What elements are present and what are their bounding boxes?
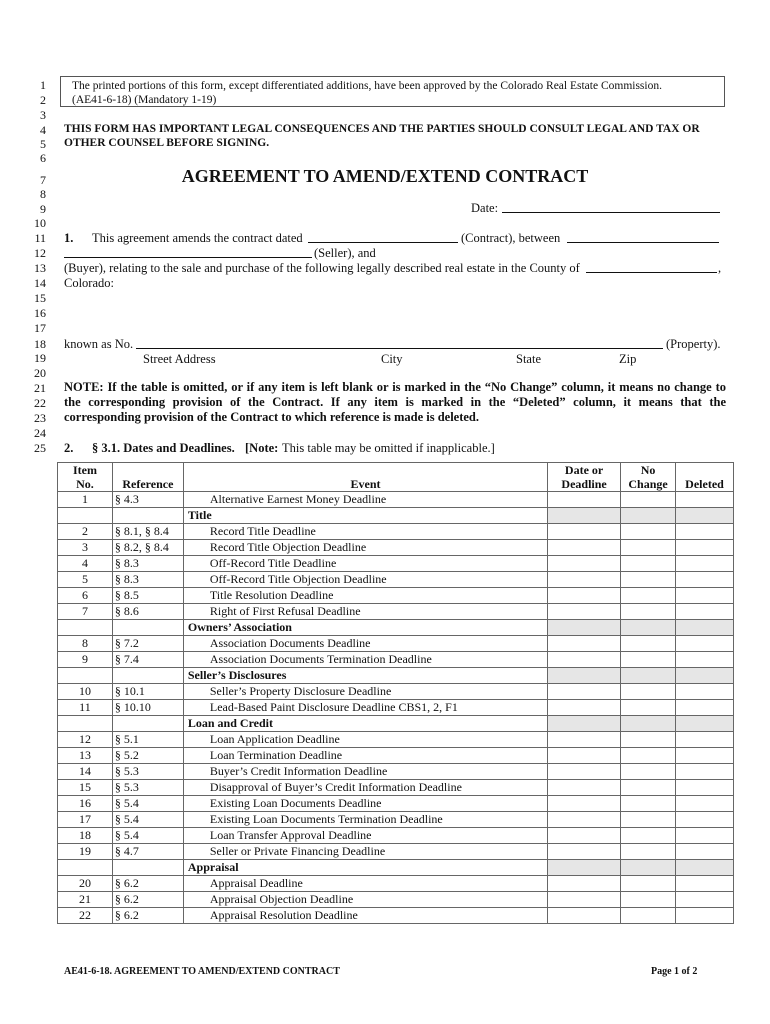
reference-cell: § 5.4 — [112, 828, 183, 844]
event-cell: Association Documents Deadline — [183, 636, 547, 652]
item-no-cell: 1 — [58, 492, 113, 508]
no-change-checkbox-cell[interactable] — [621, 908, 676, 924]
event-cell: Buyer’s Credit Information Deadline — [183, 764, 547, 780]
footer-page-number: Page 1 of 2 — [651, 966, 698, 977]
footer-form-id: AE41-6-18. AGREEMENT TO AMEND/EXTEND CONTRACT — [64, 966, 340, 977]
section1-text-seller: (Seller), and — [314, 246, 376, 260]
date-deadline-input-cell[interactable] — [548, 572, 621, 588]
item-no-cell: 3 — [58, 540, 113, 556]
reference-cell: § 5.3 — [112, 764, 183, 780]
event-cell: Record Title Objection Deadline — [183, 540, 547, 556]
table-section-row — [58, 620, 734, 636]
item-no-cell: 15 — [58, 780, 113, 796]
table-row — [58, 828, 734, 844]
no-change-checkbox-cell[interactable] — [621, 652, 676, 668]
no-change-checkbox-cell[interactable] — [621, 540, 676, 556]
item-no-cell — [58, 668, 113, 684]
no-change-cell-shaded — [621, 620, 676, 636]
deleted-checkbox-cell[interactable] — [676, 764, 734, 780]
property-address-field[interactable] — [136, 337, 663, 349]
header-no-change — [621, 463, 676, 492]
item-no-cell: 7 — [58, 604, 113, 620]
event-cell: Appraisal Deadline — [183, 876, 547, 892]
line-number: 18 — [34, 337, 46, 351]
no-change-checkbox-cell[interactable] — [621, 812, 676, 828]
event-cell: Record Title Deadline — [183, 524, 547, 540]
no-change-checkbox-cell[interactable] — [621, 780, 676, 796]
event-cell: Seller or Private Financing Deadline — [183, 844, 547, 860]
date-deadline-input-cell[interactable] — [548, 604, 621, 620]
deleted-checkbox-cell[interactable] — [676, 652, 734, 668]
date-deadline-input-cell[interactable] — [548, 748, 621, 764]
item-no-cell: 14 — [58, 764, 113, 780]
header-deleted: Deleted — [676, 463, 734, 492]
section-heading-cell: Title — [183, 508, 547, 524]
table-row — [58, 892, 734, 908]
table-row — [58, 524, 734, 540]
section-heading-cell: Appraisal — [183, 860, 547, 876]
reference-cell: § 4.7 — [112, 844, 183, 860]
item-no-cell: 19 — [58, 844, 113, 860]
table-row — [58, 700, 734, 716]
no-change-checkbox-cell[interactable] — [621, 588, 676, 604]
line-number: 2 — [40, 93, 46, 107]
table-row — [58, 908, 734, 924]
item-no-cell: 10 — [58, 684, 113, 700]
item-no-cell: 2 — [58, 524, 113, 540]
deleted-checkbox-cell[interactable] — [676, 812, 734, 828]
reference-cell: § 8.3 — [112, 572, 183, 588]
reference-cell: § 4.3 — [112, 492, 183, 508]
reference-cell: § 5.4 — [112, 812, 183, 828]
table-row — [58, 636, 734, 652]
date-deadline-input-cell[interactable] — [548, 908, 621, 924]
address-street-label: Street Address — [143, 352, 216, 366]
date-label: Date: — [471, 201, 499, 215]
deleted-cell-shaded — [676, 508, 734, 524]
deleted-checkbox-cell[interactable] — [676, 540, 734, 556]
no-change-checkbox-cell[interactable] — [621, 892, 676, 908]
date-deadline-input-cell[interactable] — [548, 764, 621, 780]
reference-cell: § 10.1 — [112, 684, 183, 700]
line-number: 5 — [40, 137, 46, 151]
no-change-checkbox-cell[interactable] — [621, 556, 676, 572]
event-cell: Disapproval of Buyer’s Credit Information Deadline — [183, 780, 547, 796]
table-row — [58, 844, 734, 860]
legal-warning-line2: OTHER COUNSEL BEFORE SIGNING. — [64, 137, 270, 149]
table-body — [58, 492, 734, 924]
deleted-checkbox-cell[interactable] — [676, 572, 734, 588]
no-change-checkbox-cell[interactable] — [621, 684, 676, 700]
date-deadline-input-cell[interactable] — [548, 588, 621, 604]
address-state-label: State — [516, 352, 541, 366]
date-deadline-input-cell[interactable] — [548, 636, 621, 652]
line-number: 25 — [34, 441, 46, 455]
no-change-checkbox-cell[interactable] — [621, 732, 676, 748]
deleted-checkbox-cell[interactable] — [676, 588, 734, 604]
item-no-cell: 20 — [58, 876, 113, 892]
reference-cell: § 7.4 — [112, 652, 183, 668]
line-number: 20 — [34, 366, 46, 380]
no-change-checkbox-cell[interactable] — [621, 764, 676, 780]
section1-text-buyer: (Buyer), relating to the sale and purchase of the following legally described real estate in the County of — [64, 261, 580, 275]
section-heading-cell: Loan and Credit — [183, 716, 547, 732]
line-number: 7 — [40, 173, 46, 187]
no-change-checkbox-cell[interactable] — [621, 748, 676, 764]
reference-cell — [112, 860, 183, 876]
item-no-cell: 13 — [58, 748, 113, 764]
line-number: 16 — [34, 306, 46, 320]
table-section-row — [58, 508, 734, 524]
no-change-checkbox-cell[interactable] — [621, 844, 676, 860]
reference-cell: § 6.2 — [112, 908, 183, 924]
section2-number: 2. — [64, 441, 74, 455]
item-no-cell: 9 — [58, 652, 113, 668]
section2-note-label: [Note: — [245, 441, 279, 455]
event-cell: Association Documents Termination Deadline — [183, 652, 547, 668]
reference-cell: § 8.6 — [112, 604, 183, 620]
table-row — [58, 572, 734, 588]
deleted-checkbox-cell[interactable] — [676, 492, 734, 508]
deleted-checkbox-cell[interactable] — [676, 604, 734, 620]
deleted-cell-shaded — [676, 860, 734, 876]
reference-cell — [112, 716, 183, 732]
table-row — [58, 652, 734, 668]
line-number: 12 — [34, 246, 46, 260]
deleted-checkbox-cell[interactable] — [676, 828, 734, 844]
event-cell: Title Resolution Deadline — [183, 588, 547, 604]
line-number: 10 — [34, 216, 46, 230]
date-deadline-input-cell[interactable] — [548, 796, 621, 812]
no-change-checkbox-cell[interactable] — [621, 636, 676, 652]
date-cell-shaded — [548, 620, 621, 636]
table-row — [58, 556, 734, 572]
known-as-label: known as No. — [64, 337, 134, 351]
event-cell: Appraisal Objection Deadline — [183, 892, 547, 908]
header-reference: Reference — [112, 463, 183, 492]
item-no-cell: 4 — [58, 556, 113, 572]
no-change-checkbox-cell[interactable] — [621, 604, 676, 620]
date-cell-shaded — [548, 668, 621, 684]
section2-heading: § 3.1. Dates and Deadlines. — [92, 441, 235, 455]
table-row — [58, 588, 734, 604]
deleted-checkbox-cell[interactable] — [676, 748, 734, 764]
deleted-checkbox-cell[interactable] — [676, 684, 734, 700]
line-number: 17 — [34, 321, 46, 335]
table-section-row — [58, 716, 734, 732]
no-change-cell-shaded — [621, 668, 676, 684]
line-number: 8 — [40, 187, 46, 201]
date-cell-shaded — [548, 508, 621, 524]
section2-note-text: This table may be omitted if inapplicable.] — [282, 441, 495, 455]
dates-deadlines-table — [57, 462, 734, 924]
deleted-cell-shaded — [676, 668, 734, 684]
no-change-cell-shaded — [621, 508, 676, 524]
date-deadline-input-cell[interactable] — [548, 812, 621, 828]
event-cell: Loan Application Deadline — [183, 732, 547, 748]
item-no-cell: 22 — [58, 908, 113, 924]
date-deadline-input-cell[interactable] — [548, 524, 621, 540]
header-event: Event — [183, 463, 547, 492]
table-row — [58, 796, 734, 812]
date-deadline-input-cell[interactable] — [548, 652, 621, 668]
reference-cell: § 5.3 — [112, 780, 183, 796]
line-number: 9 — [40, 202, 46, 216]
approval-notice-line1: The printed portions of this form, except differentiated additions, have been approved by the Colorado Real Estate Commission. — [72, 80, 662, 92]
header-item-no-line2: No. — [76, 477, 94, 491]
event-cell: Right of First Refusal Deadline — [183, 604, 547, 620]
item-no-cell: 16 — [58, 796, 113, 812]
reference-cell: § 8.3 — [112, 556, 183, 572]
deleted-checkbox-cell[interactable] — [676, 908, 734, 924]
seller-name-field[interactable] — [567, 231, 719, 243]
date-deadline-input-cell[interactable] — [548, 540, 621, 556]
deleted-checkbox-cell[interactable] — [676, 844, 734, 860]
item-no-cell — [58, 508, 113, 524]
event-cell: Alternative Earnest Money Deadline — [183, 492, 547, 508]
event-cell: Lead-Based Paint Disclosure Deadline CBS1, 2, F1 — [183, 700, 547, 716]
line-number: 6 — [40, 151, 46, 165]
line-number: 14 — [34, 276, 46, 290]
deleted-checkbox-cell[interactable] — [676, 732, 734, 748]
approval-notice-box — [60, 76, 725, 107]
deleted-checkbox-cell[interactable] — [676, 892, 734, 908]
line-number: 22 — [34, 396, 46, 410]
deleted-checkbox-cell[interactable] — [676, 636, 734, 652]
reference-cell: § 7.2 — [112, 636, 183, 652]
item-no-cell: 11 — [58, 700, 113, 716]
item-no-cell: 18 — [58, 828, 113, 844]
approval-notice-line2: (AE41-6-18) (Mandatory 1-19) — [72, 94, 217, 106]
reference-cell — [112, 668, 183, 684]
date-deadline-input-cell[interactable] — [548, 828, 621, 844]
date-deadline-input-cell[interactable] — [548, 556, 621, 572]
line-number: 4 — [40, 123, 46, 137]
header-date-line1: Date or — [564, 463, 604, 477]
no-change-cell-shaded — [621, 716, 676, 732]
address-zip-label: Zip — [619, 352, 637, 366]
table-row — [58, 604, 734, 620]
date-field[interactable] — [502, 201, 720, 213]
line-number: 3 — [40, 108, 46, 122]
table-section-row — [58, 860, 734, 876]
deleted-cell-shaded — [676, 620, 734, 636]
date-deadline-input-cell[interactable] — [548, 684, 621, 700]
table-row — [58, 684, 734, 700]
section1-text-between: (Contract), between — [461, 231, 561, 245]
reference-cell: § 6.2 — [112, 876, 183, 892]
document-title: AGREEMENT TO AMEND/EXTEND CONTRACT — [181, 166, 589, 186]
date-cell-shaded — [548, 716, 621, 732]
no-change-checkbox-cell[interactable] — [621, 828, 676, 844]
deleted-cell-shaded — [676, 716, 734, 732]
item-no-cell: 17 — [58, 812, 113, 828]
reference-cell: § 6.2 — [112, 892, 183, 908]
table-row — [58, 492, 734, 508]
seller-name-field-continued[interactable] — [64, 246, 312, 258]
item-no-cell: 12 — [58, 732, 113, 748]
no-change-checkbox-cell[interactable] — [621, 796, 676, 812]
county-field[interactable] — [586, 261, 717, 273]
section1-text-contract-dated: This agreement amends the contract dated — [92, 231, 303, 245]
event-cell: Off-Record Title Objection Deadline — [183, 572, 547, 588]
table-section-row — [58, 668, 734, 684]
event-cell: Existing Loan Documents Deadline — [183, 796, 547, 812]
line-number: 23 — [34, 411, 46, 425]
item-no-cell: 8 — [58, 636, 113, 652]
header-change-line1: No — [640, 463, 656, 477]
item-no-cell: 6 — [58, 588, 113, 604]
item-no-cell — [58, 716, 113, 732]
reference-cell: § 5.4 — [112, 796, 183, 812]
section-heading-cell: Seller’s Disclosures — [183, 668, 547, 684]
reference-cell: § 8.2, § 8.4 — [112, 540, 183, 556]
deleted-checkbox-cell[interactable] — [676, 780, 734, 796]
table-row — [58, 764, 734, 780]
header-date-line2: Deadline — [561, 477, 607, 491]
date-deadline-input-cell[interactable] — [548, 700, 621, 716]
contract-date-field[interactable] — [308, 231, 458, 243]
table-header-row — [58, 463, 734, 492]
property-label: (Property). — [666, 337, 721, 351]
event-cell: Loan Termination Deadline — [183, 748, 547, 764]
date-deadline-input-cell[interactable] — [548, 892, 621, 908]
event-cell: Seller’s Property Disclosure Deadline — [183, 684, 547, 700]
table-row — [58, 812, 734, 828]
date-deadline-input-cell[interactable] — [548, 732, 621, 748]
line-number: 24 — [34, 426, 46, 440]
reference-cell — [112, 508, 183, 524]
no-change-checkbox-cell[interactable] — [621, 700, 676, 716]
date-deadline-input-cell[interactable] — [548, 876, 621, 892]
date-deadline-input-cell[interactable] — [548, 780, 621, 796]
header-item-no — [58, 463, 113, 492]
deleted-checkbox-cell[interactable] — [676, 876, 734, 892]
event-cell: Loan Transfer Approval Deadline — [183, 828, 547, 844]
header-change-line2: Change — [628, 477, 668, 491]
reference-cell: § 5.2 — [112, 748, 183, 764]
table-row — [58, 780, 734, 796]
deleted-checkbox-cell[interactable] — [676, 556, 734, 572]
date-deadline-input-cell[interactable] — [548, 844, 621, 860]
section1-number: 1. — [64, 231, 74, 245]
header-item-no-line1: Item — [72, 463, 97, 477]
item-no-cell — [58, 860, 113, 876]
table-row — [58, 748, 734, 764]
reference-cell: § 8.5 — [112, 588, 183, 604]
table-row — [58, 876, 734, 892]
item-no-cell — [58, 620, 113, 636]
section-heading-cell: Owners’ Association — [183, 620, 547, 636]
line-number: 1 — [40, 78, 46, 92]
date-cell-shaded — [548, 860, 621, 876]
line-number: 19 — [34, 351, 46, 365]
item-no-cell: 21 — [58, 892, 113, 908]
line-number: 11 — [34, 231, 46, 245]
deleted-checkbox-cell[interactable] — [676, 524, 734, 540]
event-cell: Off-Record Title Deadline — [183, 556, 547, 572]
no-change-checkbox-cell[interactable] — [621, 572, 676, 588]
header-date-deadline — [548, 463, 621, 492]
deleted-checkbox-cell[interactable] — [676, 796, 734, 812]
legal-warning-line1: THIS FORM HAS IMPORTANT LEGAL CONSEQUENCES AND THE PARTIES SHOULD CONSULT LEGAL AND TAX OR — [64, 123, 700, 135]
deleted-checkbox-cell[interactable] — [676, 700, 734, 716]
date-deadline-input-cell[interactable] — [548, 492, 621, 508]
line-number: 15 — [34, 291, 46, 305]
no-change-checkbox-cell[interactable] — [621, 492, 676, 508]
line-number: 21 — [34, 381, 46, 395]
item-no-cell: 5 — [58, 572, 113, 588]
no-change-checkbox-cell[interactable] — [621, 876, 676, 892]
table-note: NOTE: If the table is omitted, or if any item is left blank or is marked in the “No Change” column, it means no change to the corresponding provision of the Contract. If any item is marked in the “Deleted” column, it means that the corresponding provision of the Contract to which reference is made is deleted. — [64, 380, 726, 424]
address-city-label: City — [381, 352, 403, 366]
section1-text-colorado: Colorado: — [64, 276, 114, 290]
event-cell: Existing Loan Documents Termination Deadline — [183, 812, 547, 828]
no-change-checkbox-cell[interactable] — [621, 524, 676, 540]
reference-cell: § 5.1 — [112, 732, 183, 748]
line-number: 13 — [34, 261, 46, 275]
reference-cell — [112, 620, 183, 636]
section1-comma: , — [718, 261, 722, 275]
event-cell: Appraisal Resolution Deadline — [183, 908, 547, 924]
no-change-cell-shaded — [621, 860, 676, 876]
table-row — [58, 732, 734, 748]
table-row — [58, 540, 734, 556]
reference-cell: § 10.10 — [112, 700, 183, 716]
reference-cell: § 8.1, § 8.4 — [112, 524, 183, 540]
